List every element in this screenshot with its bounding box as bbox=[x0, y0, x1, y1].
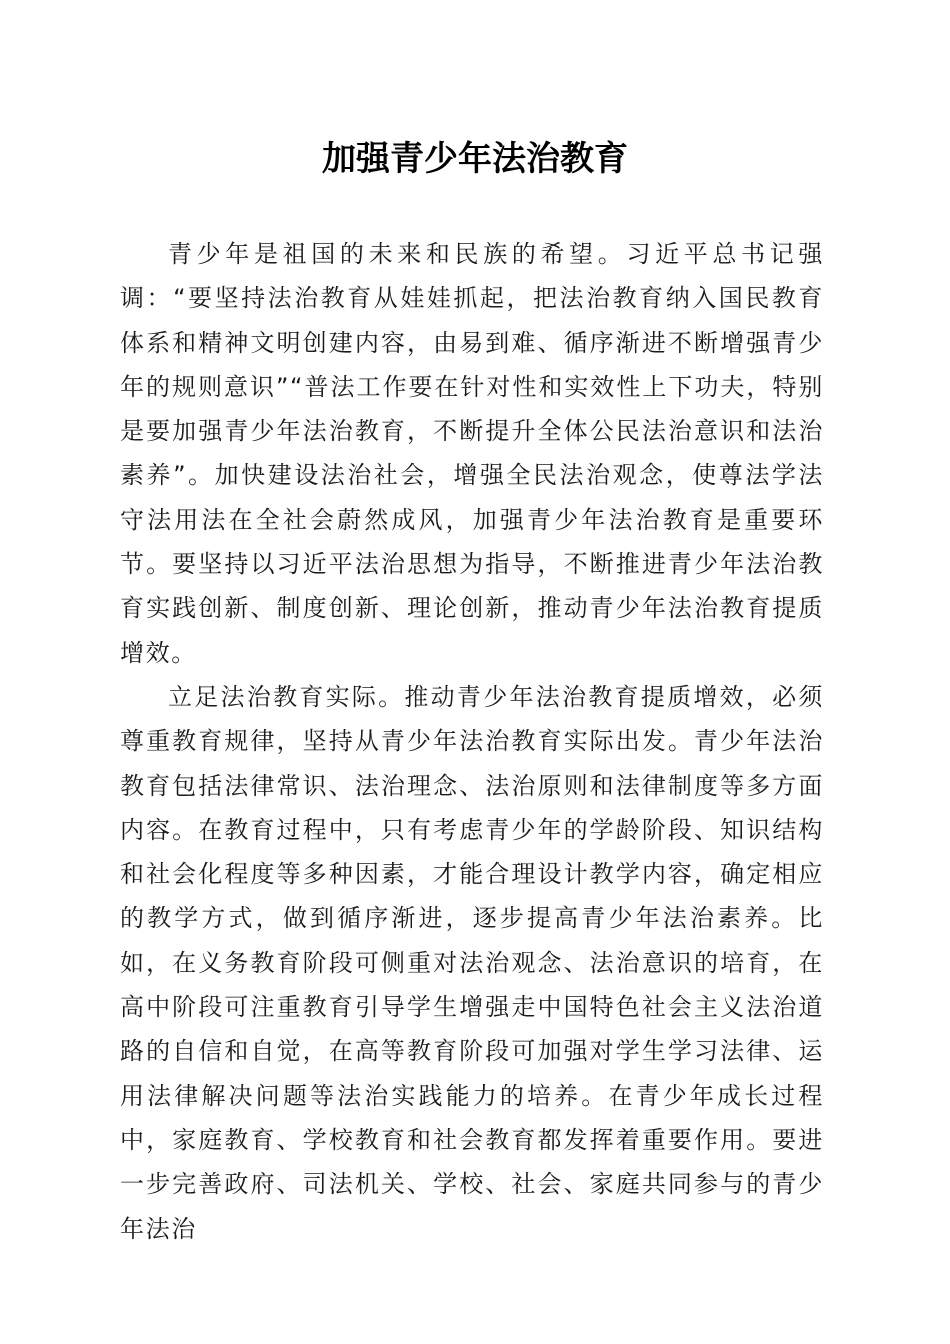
page-title: 加强青少年法治教育 bbox=[322, 139, 628, 179]
paragraph-2: 立足法治教育实际。推动青少年法治教育提质增效，必须尊重教育规律，坚持从青少年法治教育实际出发。青少年法治教育包括法律常识、法治理念、法治原则和法律制度等多方面内容。在教育过程中，只有考虑青少年的学龄阶段、知识结构和社会化程度等多种因素，才能合理设计教学内容，确定相应的教学方式，做到循序渐进，逐步提高青少年法治素养。比如，在义务教育阶段可侧重对法治观念、法治意识的培育，在高中阶段可注重教育引导学生增强走中国特色社会主义法治道路的自信和自觉，在高等教育阶段可加强对学生学习法律、运用法律解决问题等法治实践能力的培养。在青少年成长过程中，家庭教育、学校教育和社会教育都发挥着重要作用。要进一步完善政府、司法机关、学校、社会、家庭共同参与的青少年法治 bbox=[120, 682, 824, 1243]
article-body bbox=[120, 232, 824, 1251]
paragraph-1: 青少年是祖国的未来和民族的希望。习近平总书记强调：“要坚持法治教育从娃娃抓起，把法治教育纳入国民教育体系和精神文明创建内容，由易到难、循序渐进不断增强青少年的规则意识”“普法工作要在针对性和实效性上下功夫，特别是要加强青少年法治教育，不断提升全体公民法治意识和法治素养”。加快建设法治社会，增强全民法治观念，使尊法学法守法用法在全社会蔚然成风，加强青少年法治教育是重要环节。要坚持以习近平法治思想为指导，不断推进青少年法治教育实践创新、制度创新、理论创新，推动青少年法治教育提质增效。 bbox=[120, 240, 824, 667]
